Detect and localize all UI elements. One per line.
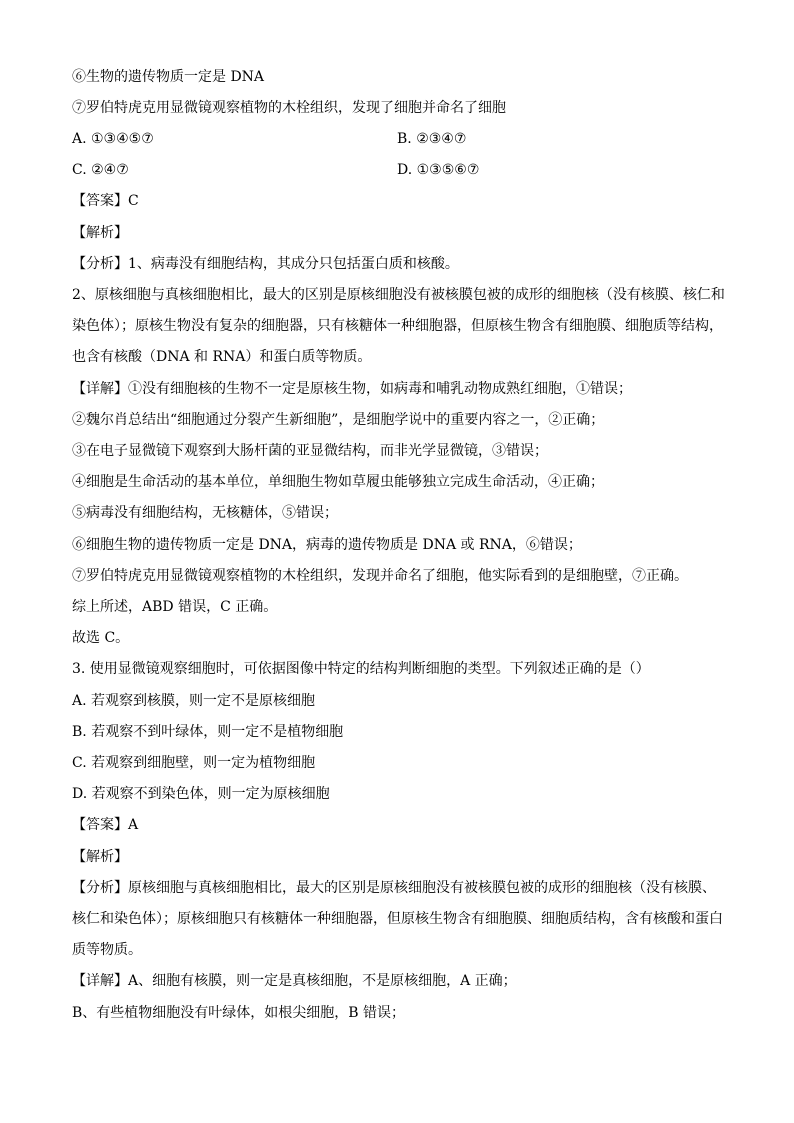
analysis-2-line-2: 核仁和染色体）；原核细胞只有核糖体一种细胞器，但原核生物含有细胞膜、细胞质结构，含有核酸和蛋白 <box>72 911 723 927</box>
question-3-stem: 3. 使用显微镜观察细胞时，可依据图像中特定的结构判断细胞的类型。下列叙述正确的是（） <box>72 661 650 677</box>
answer-label-1: 【答案】C <box>72 193 139 209</box>
detail-1-conclusion: 故选 C。 <box>72 630 130 646</box>
analysis-1-line-1: 【分析】1、病毒没有细胞结构，其成分只包括蛋白质和核酸。 <box>72 256 459 272</box>
analysis-1-line-3: 染色体）；原核生物没有复杂的细胞器，只有核糖体一种细胞器，但原核生物含有细胞膜、细胞质等结构， <box>72 318 723 334</box>
detail-2-line-1: 【详解】A、细胞有核膜，则一定是真核细胞，不是原核细胞，A 正确； <box>72 973 517 989</box>
analysis-2-line-1: 【分析】原核细胞与真核细胞相比，最大的区别是原核细胞没有被核膜包被的成形的细胞核（没有核膜、 <box>72 880 716 896</box>
q3-option-b: B. 若观察不到叶绿体，则一定不是植物细胞 <box>72 724 344 740</box>
detail-1-line-5: ⑤病毒没有细胞结构，无核糖体，⑤错误； <box>72 505 338 521</box>
detail-1-line-1: 【详解】①没有细胞核的生物不一定是原核生物，如病毒和哺乳动物成熟红细胞，①错误； <box>72 381 632 397</box>
detail-1-line-2: ②魏尔肖总结出“细胞通过分裂产生新细胞”，是细胞学说中的重要内容之一，②正确； <box>72 412 605 428</box>
detail-1-line-7: ⑦罗伯特虎克用显微镜观察植物的木栓组织，发现并命名了细胞，他实际看到的是细胞壁，⑦正确。 <box>72 568 688 584</box>
q2-option-c: C. ②④⑦ <box>72 162 129 178</box>
q2-option-b: B. ②③④⑦ <box>397 131 467 147</box>
analysis-2-line-3: 质等物质。 <box>72 942 142 958</box>
detail-1-summary: 综上所述，ABD 错误，C 正确。 <box>72 599 278 615</box>
detail-1-line-4: ④细胞是生命活动的基本单位，单细胞生物如草履虫能够独立完成生命活动，④正确； <box>72 474 604 490</box>
explanation-label-2: 【解析】 <box>72 849 128 865</box>
q3-option-a: A. 若观察到核膜，则一定不是原核细胞 <box>72 693 316 709</box>
detail-1-line-3: ③在电子显微镜下观察到大肠杆菌的亚显微结构，而非光学显微镜，③错误； <box>72 443 548 459</box>
detail-1-line-6: ⑥细胞生物的遗传物质一定是 DNA，病毒的遗传物质是 DNA 或 RNA，⑥错误； <box>72 537 582 553</box>
analysis-1-line-2: 2、原核细胞与真核细胞相比，最大的区别是原核细胞没有被核膜包被的成形的细胞核（没有核膜、核仁和 <box>72 287 725 303</box>
detail-2-line-2: B、有些植物细胞没有叶绿体，如根尖细胞，B 错误； <box>72 1005 406 1021</box>
explanation-label-1: 【解析】 <box>72 225 128 241</box>
analysis-1-line-4: 也含有核酸（DNA 和 RNA）和蛋白质等物质。 <box>72 349 372 365</box>
statement-6: ⑥生物的遗传物质一定是 DNA <box>72 69 265 85</box>
q2-option-d: D. ①③⑤⑥⑦ <box>397 162 480 178</box>
answer-label-2: 【答案】A <box>72 817 139 833</box>
q3-option-c: C. 若观察到细胞壁，则一定为植物细胞 <box>72 755 316 771</box>
q3-option-d: D. 若观察不到染色体，则一定为原核细胞 <box>72 786 330 802</box>
statement-7: ⑦罗伯特虎克用显微镜观察植物的木栓组织，发现了细胞并命名了细胞 <box>72 100 506 116</box>
q2-option-a: A. ①③④⑤⑦ <box>72 131 154 147</box>
